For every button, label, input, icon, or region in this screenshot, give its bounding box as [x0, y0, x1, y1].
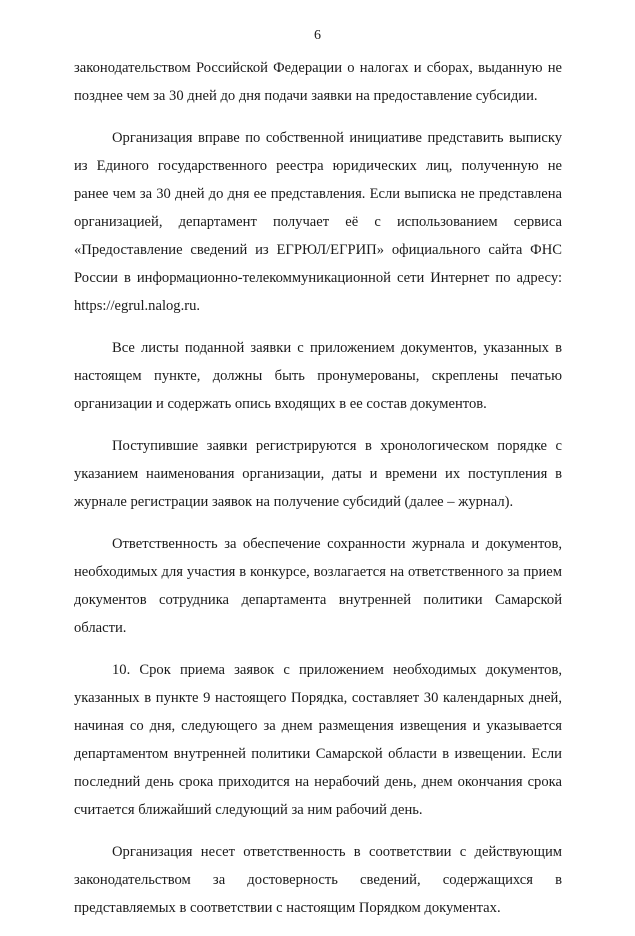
paragraph-responsibility-journal: Ответственность за обеспечение сохранности журнала и документов, необходимых для участия в конкурсе, возлагается на ответственного за прием документов сотрудника департамента внутренней политики Самарской области. — [74, 536, 562, 636]
paragraph-item-10-deadline: 10. Срок приема заявок с приложением необходимых документов, указанных в пункте 9 настоящего Порядка, составляет 30 календарных дней, начиная со дня, следующего за днем размещения извещения и указывается департаментом внутренней политики Самарской области в извещении. Если последний день срока приходится на нерабочий день, днем окончания срока считается ближайший следующий за ним рабочий день. — [74, 662, 562, 818]
paragraph-registration: Поступившие заявки регистрируются в хронологическом порядке с указанием наименования организации, даты и времени их поступления в журнале регистрации заявок на получение субсидий (далее – журнал). — [74, 438, 562, 510]
page-number: 6 — [314, 28, 321, 43]
paragraph-continuation: законодательством Российской Федерации о налогах и сборах, выданную не позднее чем за 30 дней до дня подачи заявки на предоставление субсидии. — [74, 60, 562, 104]
paragraph-egrul-extract: Организация вправе по собственной инициативе представить выписку из Единого государственного реестра юридических лиц, полученную не ранее чем за 30 дней до дня ее представления. Если выписка не представлена организацией, департамент получает её с использованием сервиса «Предоставление сведений из ЕГРЮЛ/ЕГРИП» официального сайта ФНС России в информационно-телекоммуникационной сети Интернет по адресу: https://egrul.nalog.ru. — [74, 130, 562, 314]
document-body — [74, 54, 562, 936]
paragraph-organization-liability: Организация несет ответственность в соответствии с действующим законодательством за достоверность сведений, содержащихся в представляемых в соответствии с настоящим Порядком документах. — [74, 844, 562, 916]
paragraph-numbered-sheets: Все листы поданной заявки с приложением документов, указанных в настоящем пункте, должны быть пронумерованы, скреплены печатью организации и содержать опись входящих в ее состав документов. — [74, 340, 562, 412]
